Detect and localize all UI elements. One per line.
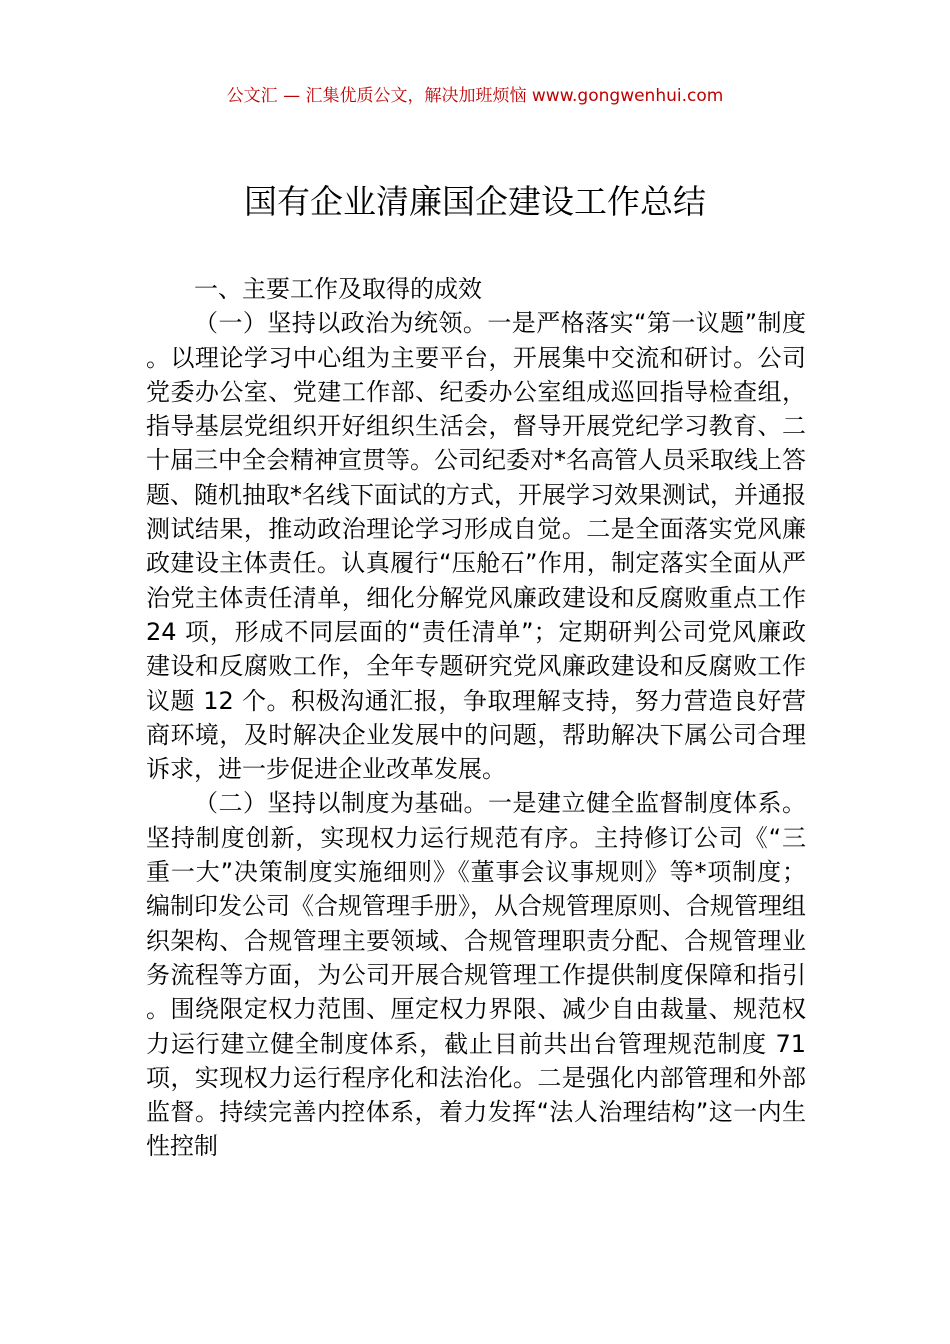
document-body (146, 272, 806, 1164)
section-heading: 一、主要工作及取得的成效 (194, 275, 482, 303)
document-title: 国有企业清廉国企建设工作总结 (244, 182, 706, 221)
site-banner: 公文汇 — 汇集优质公文，解决加班烦恼 www.gongwenhui.com (226, 86, 724, 106)
body-paragraph: （一）坚持以政治为统领。一是严格落实“第一议题”制度。以理论学习中心组为主要平台，开展集中交流和研讨。公司党委办公室、党建工作部、纪委办公室组成巡回指导检查组，指导基层党组织开好组织生活会，督导开展党纪学习教育、二十届三中全会精神宣贯等。公司纪委对*名高管人员采取线上答题、随机抽取*名线下面试的方式，开展学习效果测试，并通报测试结果，推动政治理论学习形成自觉。二是全面落实党风廉政建设主体责任。认真履行“压舱石”作用，制定落实全面从严治党主体责任清单，细化分解党风廉政建设和反腐败重点工作 24 项，形成不同层面的“责任清单”；定期研判公司党风廉政建设和反腐败工作，全年专题研究党风廉政建设和反腐败工作议题 12 个。积极沟通汇报，争取理解支持，努力营造良好营商环境，及时解决企业发展中的问题，帮助解决下属公司合理诉求，进一步促进企业改革发展。 (146, 309, 806, 784)
body-paragraph: （二）坚持以制度为基础。一是建立健全监督制度体系。坚持制度创新，实现权力运行规范有序。主持修订公司《“三重一大”决策制度实施细则》《董事会议事规则》等*项制度；编制印发公司《合规管理手册》，从合规管理原则、合规管理组织架构、合规管理主要领域、合规管理职责分配、合规管理业务流程等方面，为公司开展合规管理工作提供制度保障和指引。围绕限定权力范围、厘定权力界限、减少自由裁量、规范权力运行建立健全制度体系，截止目前共出台管理规范制度 71 项，实现权力运行程序化和法治化。二是强化内部管理和外部监督。持续完善内控体系，着力发挥“法人治理结构”这一内生性控制 (146, 789, 806, 1161)
